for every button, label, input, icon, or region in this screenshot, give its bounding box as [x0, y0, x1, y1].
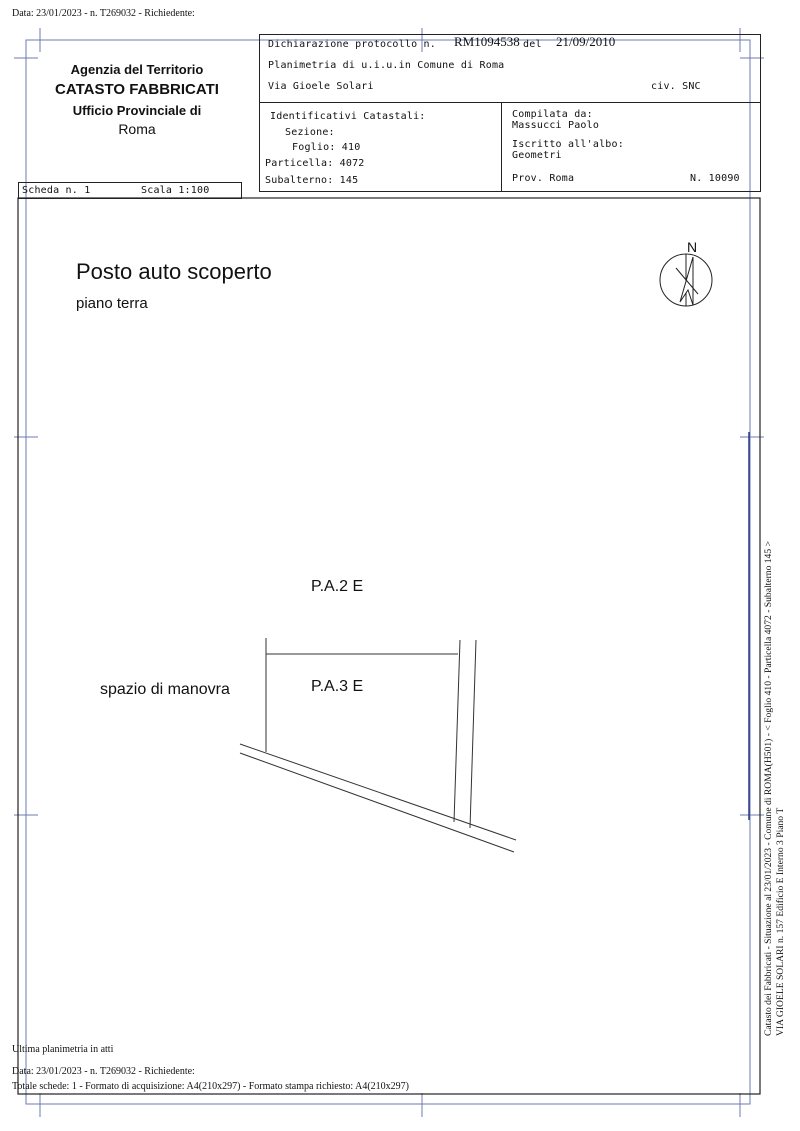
declaration-label: Dichiarazione protocollo n. [268, 39, 436, 50]
foglio-field: Foglio: 410 [292, 142, 361, 153]
address-line: Via Gioele Solari [268, 81, 374, 92]
scheda-label: Scheda n. 1 [22, 185, 91, 196]
scala-label: Scala 1:100 [141, 185, 210, 196]
civic-number: civ. SNC [651, 81, 701, 92]
cadastre-title: CATASTO FABBRICATI [55, 81, 219, 98]
register-number: N. 10090 [690, 173, 740, 184]
plan-title: Posto auto scoperto [76, 259, 272, 284]
office-label: Ufficio Provinciale di [72, 103, 202, 118]
plan-walls [240, 638, 516, 852]
register-label: Iscritto all'albo: [512, 139, 624, 150]
plan-floor: piano terra [76, 295, 148, 312]
office-city: Roma [118, 121, 156, 137]
compiled-by-label: Compilata da: [512, 109, 593, 120]
protocol-date: 21/09/2010 [556, 34, 616, 49]
north-arrow [660, 254, 712, 306]
label-manovra: spazio di manovra [100, 681, 230, 698]
particella-field: Particella: 4072 [265, 158, 365, 169]
province-field: Prov. Roma [512, 173, 575, 184]
label-pa2: P.A.2 E [311, 578, 364, 595]
label-pa3: P.A.3 E [311, 678, 364, 695]
top-request-note: Data: 23/01/2023 - n. T269032 - Richiedente: [12, 8, 195, 19]
protocol-number: RM1094538 [454, 34, 520, 49]
sezione-field: Sezione: [285, 127, 335, 138]
footer-totals: Totale schede: 1 - Formato di acquisizione: A4(210x297) - Formato stampa richiesto: A4(210x297) [12, 1081, 409, 1092]
drawing-frame [18, 198, 760, 1094]
side-text-line1: Catasto dei Fabbricati - Situazione al 23/01/2023 - Comune di ROMA(H501) - < Foglio 410 - Particella 4072 - Subalterno 145 > [763, 541, 774, 1036]
side-text-line2: VIA GIOELE SOLARI n. 157 Edificio E Interno 3 Piano T [775, 807, 786, 1036]
planimetria-line: Planimetria di u.i.u.in Comune di Roma [268, 60, 505, 71]
identifiers-title: Identificativi Catastali: [270, 111, 426, 122]
footer-request-note: Data: 23/01/2023 - n. T269032 - Richiedente: [12, 1066, 195, 1077]
subalterno-field: Subalterno: 145 [265, 175, 359, 186]
north-label: N [687, 239, 698, 255]
agency-name: Agenzia del Territorio [70, 62, 204, 77]
sheet-frame [26, 40, 750, 1104]
last-plan-note: Ultima planimetria in atti [12, 1044, 114, 1055]
compiled-by-name: Massucci Paolo [512, 120, 600, 131]
register-value: Geometri [512, 150, 562, 161]
protocol-del-label: del [523, 39, 542, 50]
